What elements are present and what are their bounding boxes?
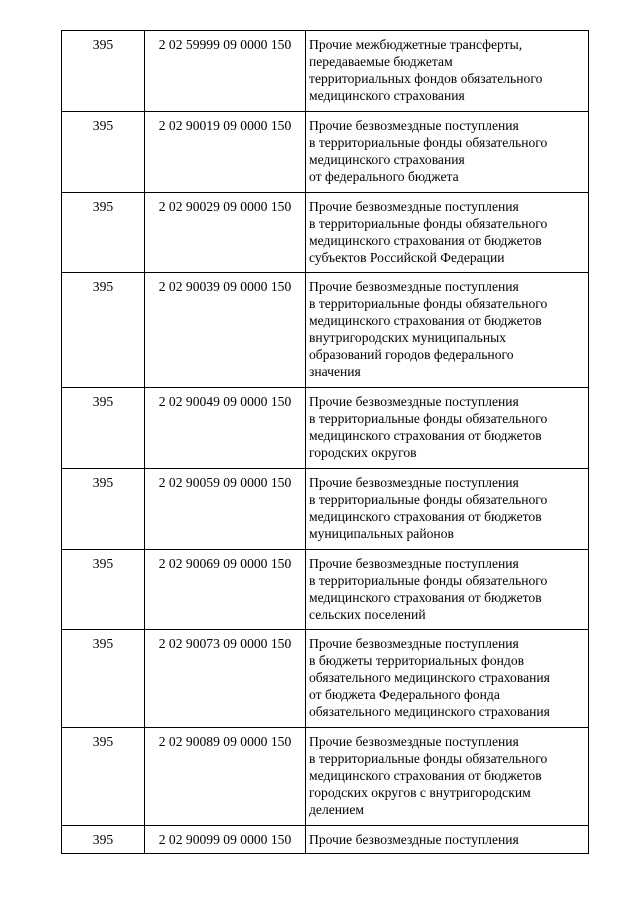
budget-classification-code-cell: 2 02 90019 09 0000 150 <box>145 112 306 193</box>
budget-classification-code-cell: 2 02 59999 09 0000 150 <box>145 31 306 112</box>
revenue-name-cell: Прочие безвозмездные поступления в территориальные фонды обязательного медицинского страхования от бюджетов внутригородских муниципальных образований городов федерального значения <box>306 273 589 388</box>
budget-classification-code-cell: 2 02 90039 09 0000 150 <box>145 273 306 388</box>
admin-code-cell: 395 <box>62 273 145 388</box>
table-row <box>62 630 589 728</box>
table-row <box>62 31 589 112</box>
table-row <box>62 550 589 630</box>
admin-code-cell: 395 <box>62 550 145 630</box>
revenue-name-cell: Прочие безвозмездные поступления в территориальные фонды обязательного медицинского страхования от бюджетов городских округов <box>306 388 589 469</box>
admin-code-cell: 395 <box>62 388 145 469</box>
revenue-name-cell: Прочие безвозмездные поступления в территориальные фонды обязательного медицинского страхования от бюджетов городских округов с внутригородским делением <box>306 728 589 826</box>
revenue-name-cell: Прочие безвозмездные поступления в территориальные фонды обязательного медицинского страхования от федерального бюджета <box>306 112 589 193</box>
table-row <box>62 728 589 826</box>
admin-code-cell: 395 <box>62 31 145 112</box>
revenue-name-cell: Прочие безвозмездные поступления в территориальные фонды обязательного медицинского страхования от бюджетов субъектов Российской Федерации <box>306 193 589 273</box>
revenue-name-cell: Прочие межбюджетные трансферты, передаваемые бюджетам территориальных фондов обязательного медицинского страхования <box>306 31 589 112</box>
table-row <box>62 469 589 550</box>
table-row <box>62 826 589 854</box>
admin-code-cell: 395 <box>62 728 145 826</box>
budget-codes-table <box>61 30 589 854</box>
admin-code-cell: 395 <box>62 112 145 193</box>
budget-classification-code-cell: 2 02 90089 09 0000 150 <box>145 728 306 826</box>
revenue-name-cell: Прочие безвозмездные поступления в территориальные фонды обязательного медицинского страхования от бюджетов муниципальных районов <box>306 469 589 550</box>
admin-code-cell: 395 <box>62 193 145 273</box>
revenue-name-cell: Прочие безвозмездные поступления в бюджеты территориальных фондов обязательного медицинского страхования от бюджета Федерального фонда обязательного медицинского страхования <box>306 630 589 728</box>
budget-classification-code-cell: 2 02 90069 09 0000 150 <box>145 550 306 630</box>
table-row <box>62 388 589 469</box>
table-row <box>62 273 589 388</box>
budget-classification-code-cell: 2 02 90059 09 0000 150 <box>145 469 306 550</box>
revenue-name-cell: Прочие безвозмездные поступления <box>306 826 589 854</box>
budget-classification-code-cell: 2 02 90029 09 0000 150 <box>145 193 306 273</box>
admin-code-cell: 395 <box>62 469 145 550</box>
budget-classification-code-cell: 2 02 90099 09 0000 150 <box>145 826 306 854</box>
admin-code-cell: 395 <box>62 826 145 854</box>
admin-code-cell: 395 <box>62 630 145 728</box>
budget-classification-code-cell: 2 02 90073 09 0000 150 <box>145 630 306 728</box>
table-row <box>62 112 589 193</box>
table-row <box>62 193 589 273</box>
budget-classification-code-cell: 2 02 90049 09 0000 150 <box>145 388 306 469</box>
revenue-name-cell: Прочие безвозмездные поступления в территориальные фонды обязательного медицинского страхования от бюджетов сельских поселений <box>306 550 589 630</box>
